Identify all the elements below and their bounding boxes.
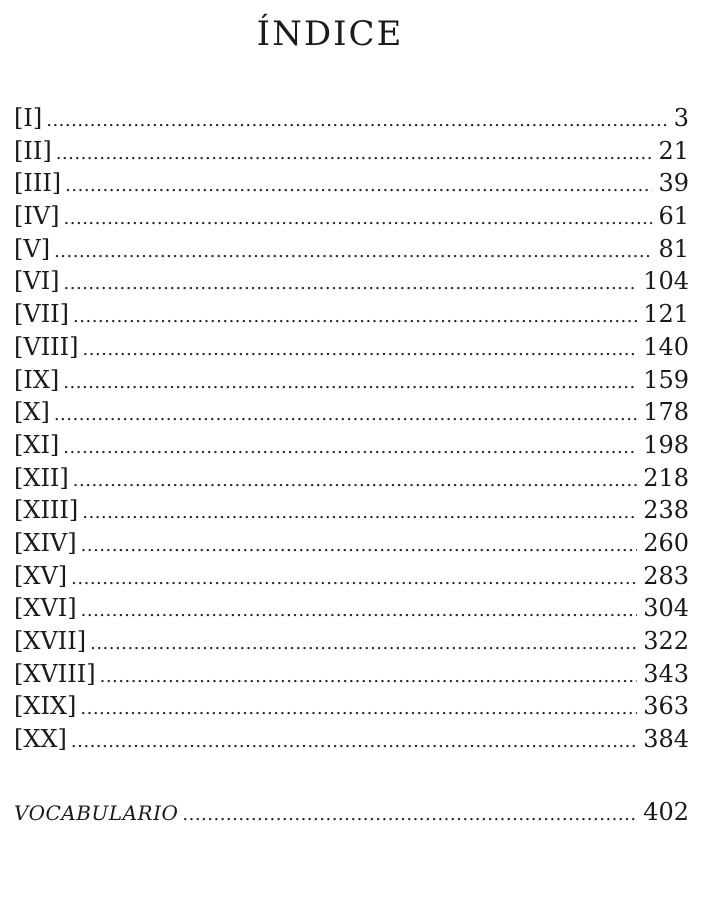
toc-entry-label: [I] bbox=[14, 104, 43, 132]
toc-entry[interactable] bbox=[14, 429, 689, 462]
toc-entry[interactable] bbox=[14, 331, 689, 364]
toc-entry-label: [XIV] bbox=[14, 528, 77, 557]
dot-leader bbox=[71, 726, 637, 759]
toc-entry-page: 304 bbox=[643, 594, 689, 623]
dot-leader bbox=[71, 563, 637, 596]
toc-entry-page: 238 bbox=[643, 496, 689, 525]
toc-entry[interactable] bbox=[14, 723, 689, 756]
toc-entry-page: 218 bbox=[643, 463, 689, 492]
toc-entry[interactable] bbox=[14, 592, 689, 625]
toc-entry-label: [V] bbox=[14, 234, 51, 263]
toc-entry[interactable] bbox=[14, 396, 689, 429]
dot-leader bbox=[46, 105, 668, 138]
toc-entry[interactable] bbox=[14, 658, 689, 691]
toc-entry-page: 260 bbox=[643, 528, 689, 557]
toc-entry-page: 343 bbox=[643, 659, 689, 688]
page-title: ÍNDICE bbox=[256, 14, 404, 54]
toc-entry-page: 140 bbox=[643, 332, 689, 361]
toc-entry[interactable] bbox=[14, 135, 689, 168]
table-of-contents bbox=[14, 102, 689, 756]
toc-entry[interactable] bbox=[14, 298, 689, 331]
dot-leader bbox=[64, 268, 638, 301]
toc-entry-label: [XVI] bbox=[14, 594, 77, 623]
toc-entry-page: 61 bbox=[658, 202, 689, 231]
dot-leader bbox=[80, 693, 637, 726]
toc-entry-page: 283 bbox=[643, 561, 689, 590]
toc-entry-vocabulario[interactable] bbox=[14, 796, 689, 831]
toc-entry[interactable] bbox=[14, 527, 689, 560]
toc-entry-label: [XII] bbox=[14, 463, 69, 492]
toc-entry[interactable] bbox=[14, 625, 689, 658]
toc-entry[interactable] bbox=[14, 167, 689, 200]
dot-leader bbox=[65, 170, 652, 203]
toc-entry-page: 178 bbox=[643, 398, 689, 427]
toc-entry-label: [XVIII] bbox=[14, 659, 96, 688]
toc-entry-label: [XX] bbox=[14, 725, 67, 754]
toc-entry[interactable] bbox=[14, 690, 689, 723]
toc-entry-page: 198 bbox=[643, 430, 689, 459]
toc-entry-label: [III] bbox=[14, 169, 62, 198]
toc-entry-label: [IX] bbox=[14, 365, 60, 394]
toc-entry-label: [X] bbox=[14, 398, 50, 427]
toc-entry-page: 384 bbox=[643, 725, 689, 754]
toc-entry-label: [XVII] bbox=[14, 627, 87, 655]
dot-leader bbox=[73, 301, 637, 334]
toc-entry[interactable] bbox=[14, 265, 689, 298]
toc-entry-page: 322 bbox=[643, 627, 689, 655]
toc-entry[interactable] bbox=[14, 364, 689, 397]
dot-leader bbox=[82, 497, 637, 530]
toc-entry-page: 104 bbox=[643, 267, 689, 296]
dot-leader bbox=[182, 799, 637, 831]
toc-entry-page: 3 bbox=[673, 104, 689, 132]
dot-leader bbox=[81, 530, 638, 563]
toc-entry-label: [II] bbox=[14, 136, 52, 165]
toc-entry-page: 363 bbox=[643, 692, 689, 721]
dot-leader bbox=[100, 661, 638, 694]
dot-leader bbox=[56, 138, 653, 171]
toc-entry[interactable] bbox=[14, 200, 689, 233]
dot-leader bbox=[90, 628, 637, 661]
toc-entry-page: 39 bbox=[658, 169, 689, 198]
toc-entry-label: [XIII] bbox=[14, 496, 79, 525]
toc-entry-page: 159 bbox=[643, 365, 689, 394]
toc-entry-label: [VIII] bbox=[14, 332, 79, 361]
toc-entry-label: VOCABULARIO bbox=[14, 801, 179, 825]
toc-entry-label: [XIX] bbox=[14, 692, 77, 721]
toc-entry-page: 21 bbox=[658, 136, 689, 165]
dot-leader bbox=[63, 432, 637, 465]
dot-leader bbox=[63, 367, 637, 400]
toc-entry-label: [VII] bbox=[14, 300, 70, 329]
dot-leader bbox=[83, 334, 638, 367]
toc-entry-page: 402 bbox=[643, 798, 689, 826]
dot-leader bbox=[54, 236, 652, 269]
toc-entry[interactable] bbox=[14, 233, 689, 266]
toc-entry-page: 81 bbox=[658, 234, 689, 263]
toc-entry-label: [XV] bbox=[14, 561, 68, 590]
toc-entry-label: [VI] bbox=[14, 267, 60, 296]
dot-leader bbox=[81, 595, 638, 628]
toc-entry[interactable] bbox=[14, 560, 689, 593]
toc-entry-label: [IV] bbox=[14, 202, 60, 231]
toc-entry[interactable] bbox=[14, 462, 689, 495]
toc-entry[interactable] bbox=[14, 102, 689, 135]
dot-leader bbox=[64, 203, 653, 236]
toc-entry-label: [XI] bbox=[14, 430, 60, 459]
toc-entry[interactable] bbox=[14, 494, 689, 527]
dot-leader bbox=[54, 399, 637, 432]
dot-leader bbox=[73, 465, 637, 498]
toc-entry-page: 121 bbox=[643, 300, 689, 329]
